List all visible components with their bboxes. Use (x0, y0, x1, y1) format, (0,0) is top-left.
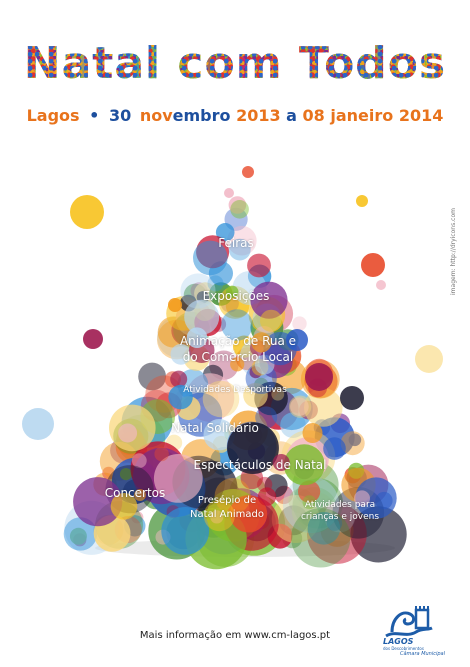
tree-label-espectaculos: Espectáculos de Natal (193, 458, 327, 472)
tree-label-feiras: Feiras (218, 236, 254, 250)
tree-bubble (289, 396, 311, 418)
tree-bubble (22, 408, 54, 440)
end-date: 08 janeiro 2014 (302, 106, 444, 125)
image-credit-text: imagem: http://dryicons.com (450, 208, 457, 295)
tree-label-presepio-line1: Presépio de (197, 495, 257, 506)
tree-label-animacao-line2: do Comércio Local (182, 350, 294, 364)
tree-bubble (323, 437, 346, 460)
tree-label-atividades-criancas-line1: Atividades para (304, 500, 376, 510)
tree-label-presepio-line2: Natal Animado (190, 509, 264, 520)
tree-bubble (356, 195, 368, 207)
tree-bubble (292, 316, 306, 330)
image-credit (442, 208, 457, 295)
tree-bubble (118, 424, 137, 443)
tree-bubble (247, 254, 271, 278)
start-year: 2013 (236, 106, 281, 125)
logo-org: Câmara Municipal (400, 651, 446, 657)
tree-bubble (230, 200, 249, 219)
logo-name: LAGOS (383, 637, 414, 646)
tree-label-exposicoes: Exposições (202, 289, 270, 303)
tree-bubble (168, 298, 182, 312)
start-month-highlight: nov (139, 106, 173, 125)
tree-label-atividades-desportivas: Atividades Desportivas (183, 385, 287, 395)
tree-bubble (224, 188, 234, 198)
date-connector: a (286, 106, 297, 125)
tree-bubble (83, 329, 103, 349)
start-day: 30 (108, 106, 132, 125)
bullet-separator: • (89, 106, 100, 125)
tree-bubble (376, 280, 386, 290)
page-title: Natal com Todos (0, 38, 470, 89)
tree-label-natal-solidario: Natal Solidário (171, 421, 259, 435)
tree-label-animacao-line1: Animação de Rua e (179, 334, 297, 348)
tree-bubble (361, 253, 385, 277)
tree-bubble (303, 423, 323, 443)
logo-tagline: dos Descobrimentos (383, 646, 424, 651)
footer-info: Mais informação em www.cm-lagos.pt (139, 630, 331, 641)
tree-label-atividades-criancas-line2: crianças e jovens (300, 512, 380, 522)
tree-bubble (340, 386, 364, 410)
tree-bubble (70, 195, 104, 229)
place-name: Lagos (26, 106, 80, 125)
tree-bubble (154, 447, 168, 461)
tree-bubble (242, 166, 254, 178)
start-month-rest: embro (172, 106, 231, 125)
tree-bubble (415, 345, 443, 373)
tree-label-concertos: Concertos (104, 486, 166, 500)
tree-bubble (260, 310, 282, 332)
